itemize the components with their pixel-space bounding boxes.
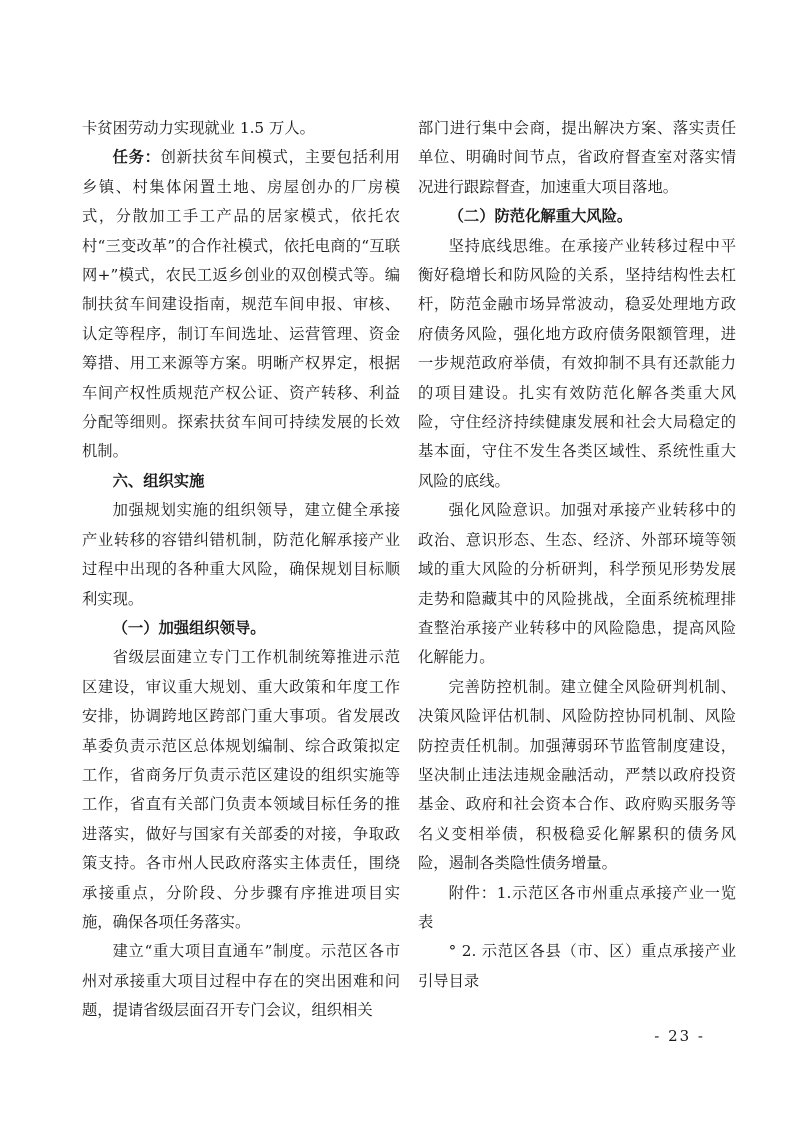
paragraph: 省级层面建立专门工作机制统筹推进示范区建设，审议重大规划、重大政策和年度工作安排，协调跨地区跨部门重大事项。省发展改革委负责示范区总体规划编制、综合政策拟定工作，省商务厅负责示范区建设的组织实施等工作，省直有关部门负责本领域目标任务的推进落实，做好与国家有关部委的对接，争取政策支持。各市州人民政府落实主体责任，围绕承接重点，分阶段、分步骤有序推进项目实施，确保各项任务落实。 <box>82 648 400 931</box>
section-heading: 六、组织实施 <box>112 471 205 490</box>
subheading: （一）加强组织领导。 <box>112 618 266 637</box>
paragraph: 坚持底线思维。在承接产业转移过程中平衡好稳增长和防风险的关系，坚持结构性去杠杆，防范金融市场异常波动，稳妥处理地方政府债务风险，强化地方政府债务限额管理，进一步规范政府举债，有效抑制不具有还款能力的项目建设。扎实有效防范化解各类重大风险，守住经济持续健康发展和社会大局稳定的基本面，守住不发生各类区域性、系统性重大风险的底线。 <box>418 236 736 490</box>
attachment-line: ° 2. 示范区各县（市、区）重点承接产业引导目录 <box>418 942 736 990</box>
paragraph: 强化风险意识。加强对承接产业转移中的政治、意识形态、生态、经济、外部环境等领域的重大风险的分析研判，科学预见形势发展走势和隐藏其中的风险挑战，全面系统梳理排查整治承接产业转移中的风险隐患，提高风险化解能力。 <box>418 501 736 667</box>
paragraph: 卡贫困劳动力实现就业 1.5 万人。 <box>82 119 315 137</box>
right-column <box>418 114 736 996</box>
page-number: - 23 - <box>654 1027 705 1045</box>
task-text: 创新扶贫车间模式，主要包括利用乡镇、村集体闲置土地、房屋创办的厂房模式，分散加工手工产品的居家模式，依托农村“三变改革”的合作社模式，依托电商的“互联网+”模式，农民工返乡创业的双创模式等。编制扶贫车间建设指南，规范车间申报、审核、认定等程序，制订车间选址、运营管理、资金筹措、用工来源等方案。明晰产权界定，根据车间产权性质规范产权公证、资产转移、利益分配等细则。探索扶贫车间可持续发展的长效机制。 <box>82 148 400 461</box>
paragraph: 部门进行集中会商，提出解决方案、落实责任单位、明确时间节点，省政府督查室对落实情况进行跟踪督查，加速重大项目落地。 <box>418 119 736 196</box>
attachment-line: 附件：1.示范区各市州重点承接产业一览表 <box>418 883 736 931</box>
paragraph: 加强规划实施的组织领导，建立健全承接产业转移的容错纠错机制，防范化解承接产业过程中出现的各种重大风险，确保规划目标顺利实现。 <box>82 501 400 608</box>
subheading: （二）防范化解重大风险。 <box>448 207 633 226</box>
paragraph-task <box>82 143 400 466</box>
paragraph: 完善防控机制。建立健全风险研判机制、决策风险评估机制、风险防控协同机制、风险防控责任机制。加强薄弱环节监管制度建设，坚决制止违法违规金融活动，严禁以政府投资基金、政府和社会资本合作、政府购买服务等名义变相举债，积极稳妥化解累积的债务风险，遏制各类隐性债务增量。 <box>418 677 736 873</box>
task-label: 任务： <box>112 148 161 167</box>
left-column <box>82 114 400 1026</box>
paragraph: 建立“重大项目直通车”制度。示范区各市州对承接重大项目过程中存在的突出困难和问题，提请省级层面召开专门会议，组织相关 <box>82 942 400 1020</box>
